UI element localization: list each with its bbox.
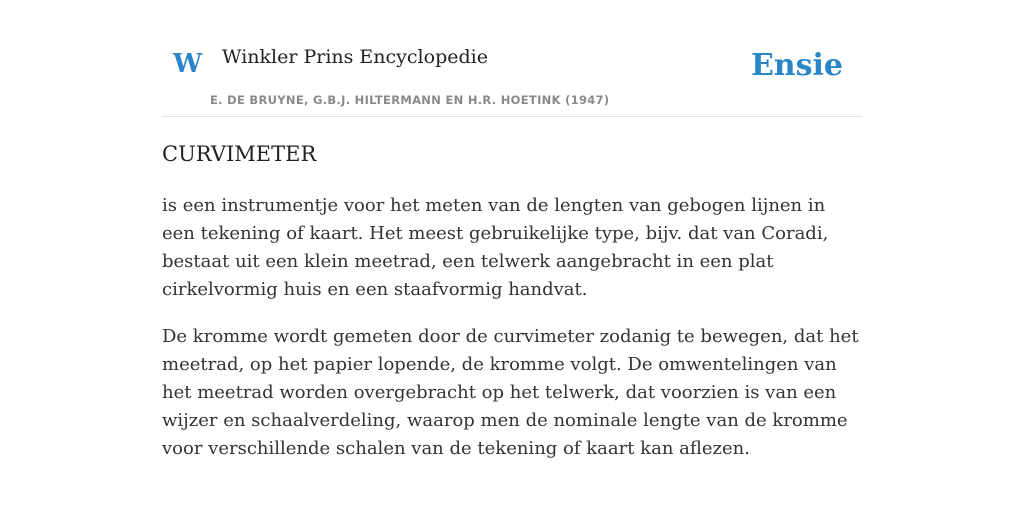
entry-paragraph: is een instrumentje voor het meten van de lengten van gebogen lijnen in een tekening of kaart. Het meest gebruikelijke type, bijv. dat van Coradi, bestaat uit een klein meetrad, een telwerk aangebracht in een plat cirkelvormig huis en een staafvormig handvat.	[162, 195, 829, 300]
source-authors: E. DE BRUYNE, G.B.J. HILTERMANN EN H.R. HOETINK (1947)	[210, 93, 610, 107]
page-container	[162, 0, 862, 459]
entry-paragraph: De kromme wordt gemeten door de curvimeter zodanig te bewegen, dat het meetrad, op het papier lopende, de kromme volgt. De omwentelingen van het meetrad worden overgebracht op het telwerk, dat voorzien is van een wijzer en schaalverdeling, waarop men de nominale lengte van de kromme voor verschillende schalen van de tekening of kaart kan aflezen.	[162, 326, 859, 459]
source-title[interactable]: Winkler Prins Encyclopedie	[222, 46, 488, 68]
entry-title: CURVIMETER	[162, 142, 317, 166]
ensie-logo[interactable]: Ensie	[750, 48, 843, 83]
winkler-prins-logo[interactable]: W	[173, 49, 203, 79]
source-header	[162, 0, 862, 117]
